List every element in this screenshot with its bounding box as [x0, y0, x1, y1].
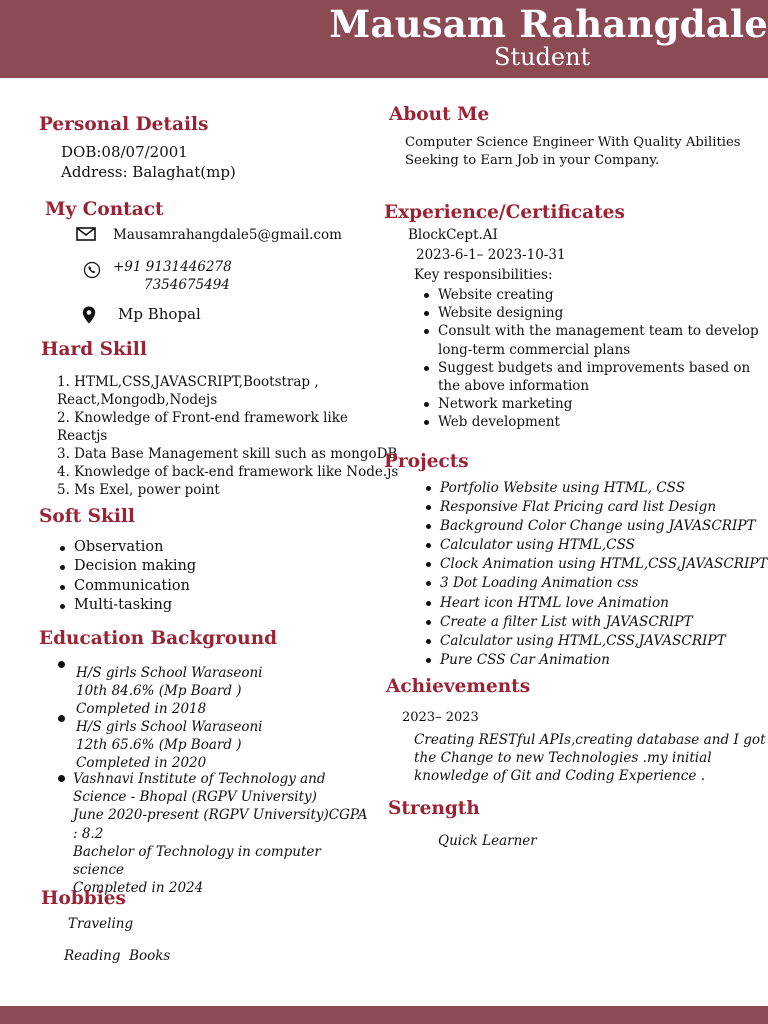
responsibility-item: Web development	[438, 413, 766, 431]
dob: DOB:08/07/2001	[61, 143, 188, 161]
soft-skill-item: Decision making	[74, 557, 196, 576]
soft-skill-item: Observation	[74, 538, 196, 557]
degree: Bachelor of Technology in computer science	[73, 843, 321, 879]
achievements-heading: Achievements	[386, 676, 531, 697]
experience-heading: Experience/Certificates	[384, 202, 625, 223]
responsibilities-list	[438, 286, 766, 432]
completion: Completed in 2020	[76, 755, 207, 772]
grade: 10th 84.6% (Mp Board )	[76, 683, 242, 700]
education-bullet	[58, 661, 65, 668]
soft-skill-heading: Soft Skill	[39, 506, 135, 527]
project-item: 3 Dot Loading Animation css	[440, 574, 768, 593]
strength-heading: Strength	[388, 798, 480, 819]
responsibility-item: Website creating	[438, 286, 766, 304]
about-me-text: Computer Science Engineer With Quality Abilities Seeking to Earn Job in your Company.	[405, 135, 741, 168]
company-name: BlockCept.AI	[408, 227, 498, 243]
project-item: Calculator using HTML,CSS	[440, 536, 768, 555]
project-item: Calculator using HTML,CSS,JAVASCRIPT	[440, 632, 768, 651]
location: Mp Bhopal	[118, 305, 201, 323]
project-item: Portfolio Website using HTML, CSS	[440, 479, 768, 498]
address: Address: Balaghat(mp)	[61, 163, 236, 181]
projects-list	[440, 479, 768, 670]
header-band	[0, 0, 768, 78]
location-pin-icon	[82, 306, 96, 328]
completion: Completed in 2018	[76, 701, 207, 718]
hard-skill-list	[57, 373, 399, 499]
personal-details-heading: Personal Details	[39, 114, 209, 135]
education-entry-2	[76, 718, 263, 773]
hard-skill-item: 5. Ms Exel, power point	[57, 482, 220, 498]
phone-number-1: +91 9131446278	[113, 259, 232, 275]
my-contact-heading: My Contact	[45, 199, 164, 220]
hard-skill-item: 4. Knowledge of back-end framework like Node.js	[57, 464, 399, 480]
phone-icon	[83, 261, 101, 283]
candidate-role: Student	[494, 43, 591, 71]
soft-skill-item: Communication	[74, 577, 196, 596]
candidate-name: Mausam Rahangdale	[329, 2, 768, 46]
education-entry-1	[76, 664, 263, 719]
about-me-heading: About Me	[389, 104, 490, 125]
experience-dates: 2023-6-1– 2023-10-31	[416, 247, 566, 263]
education-heading: Education Background	[39, 628, 278, 649]
phone-number-2: 7354675494	[144, 277, 230, 293]
completion: Completed in 2024	[73, 880, 204, 897]
email: Mausamrahangdale5@gmail.com	[113, 227, 342, 243]
grade: 12th 65.6% (Mp Board )	[76, 737, 242, 754]
soft-skill-item: Multi-tasking	[74, 596, 196, 615]
mail-icon	[76, 226, 96, 246]
achievement-years: 2023– 2023	[402, 710, 479, 725]
hobby-item: Reading Books	[64, 948, 171, 964]
soft-skill-list	[74, 538, 196, 615]
projects-heading: Projects	[384, 451, 469, 472]
responsibility-item: Suggest budgets and improvements based on the above information	[438, 359, 766, 395]
college-name: Vashnavi Institute of Technology and Science - Bhopal (RGPV University)	[73, 771, 326, 806]
project-item: Background Color Change using JAVASCRIPT	[440, 517, 768, 536]
project-item: Responsive Flat Pricing card list Design	[440, 498, 768, 517]
responsibilities-label: Key responsibilities:	[414, 267, 553, 283]
hard-skill-item: 1. HTML,CSS,JAVASCRIPT,Bootstrap , React,Mongodb,Nodejs	[57, 374, 319, 408]
education-entry-3	[73, 770, 368, 897]
school-name: H/S girls School Waraseoni	[76, 719, 263, 735]
project-item: Create a filter List with JAVASCRIPT	[440, 613, 768, 632]
hard-skill-item: 3. Data Base Management skill such as mongoDB	[57, 446, 398, 462]
responsibility-item: Network marketing	[438, 395, 766, 413]
footer-band	[0, 1006, 768, 1024]
hard-skill-item: 2. Knowledge of Front-end framework like Reactjs	[57, 410, 348, 444]
hard-skill-heading: Hard Skill	[41, 339, 147, 360]
hobbies-heading: Hobbies	[41, 888, 126, 909]
program-dates: June 2020-present (RGPV University)CGPA : 8.2	[73, 807, 368, 842]
responsibility-item: Website designing	[438, 304, 766, 322]
school-name: H/S girls School Waraseoni	[76, 665, 263, 681]
strength-item: Quick Learner	[438, 833, 537, 849]
hobby-item: Traveling	[68, 916, 134, 932]
project-item: Clock Animation using HTML,CSS,JAVASCRIPT	[440, 555, 768, 574]
project-item: Pure CSS Car Animation	[440, 651, 768, 670]
project-item: Heart icon HTML love Animation	[440, 594, 768, 613]
education-bullet	[58, 775, 65, 782]
responsibility-item: Consult with the management team to develop long-term commercial plans	[438, 322, 766, 358]
achievement-text: Creating RESTful APIs,creating database and I got the Change to new Technologies .my initial knowledge of Git and Coding Experience .	[414, 732, 766, 784]
education-bullet	[58, 715, 65, 722]
